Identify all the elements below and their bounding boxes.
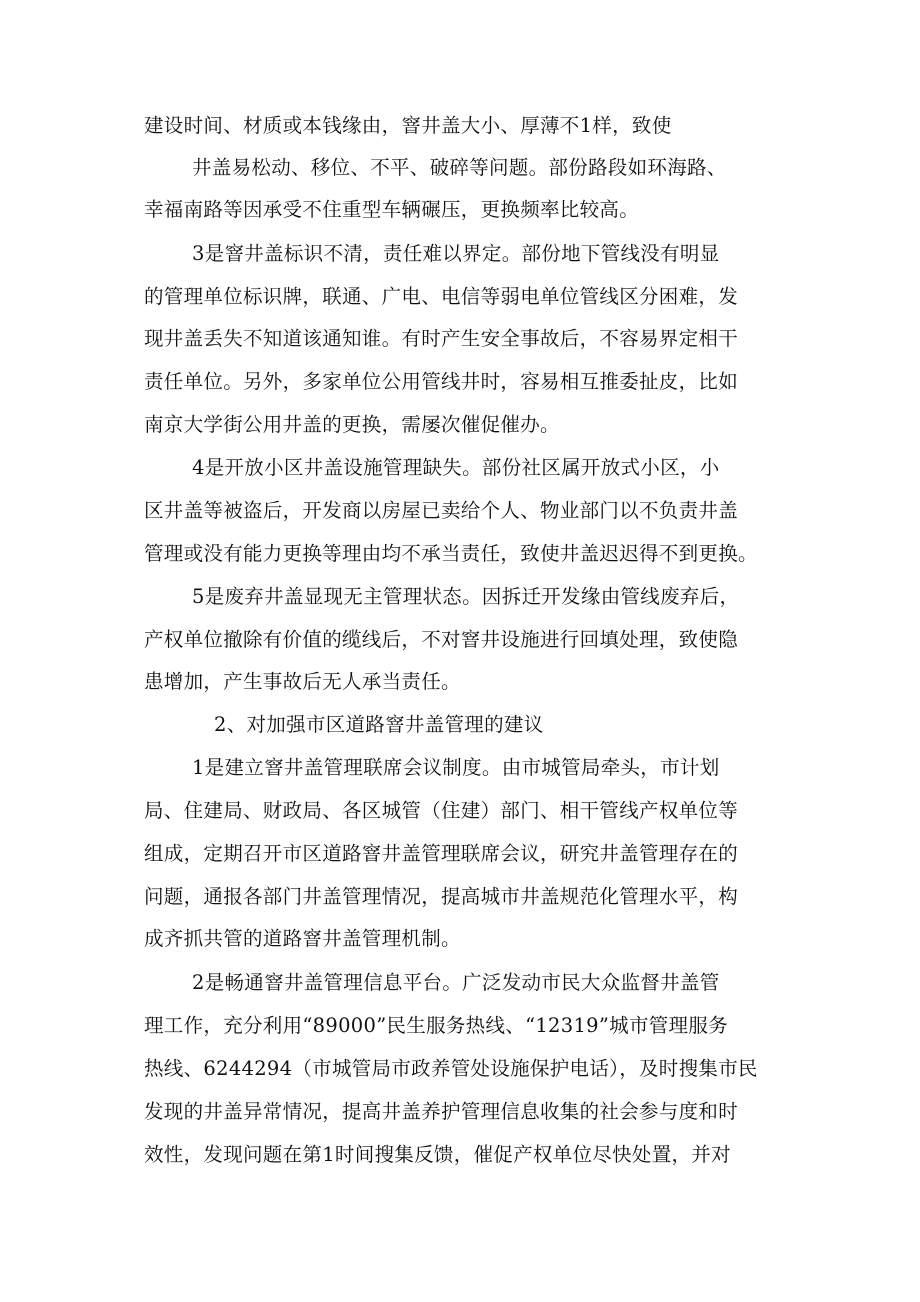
- text-line: 管理或没有能力更换等理由均不承当责任，致使井盖迟迟得不到更换。: [144, 542, 758, 565]
- text-line: 井盖易松动、移位、不平、破碎等问题。部份路段如环海路、: [192, 156, 727, 179]
- text-line: 建设时间、材质或本钱缘由，窨井盖大小、厚薄不1样，致使: [144, 114, 672, 137]
- suggestion-1-start: 1是建立窨井盖管理联席会议制度。由市城管局牵头，市计划: [192, 756, 720, 779]
- text-line: 患增加，产生事故后无人承当责任。: [144, 670, 461, 693]
- text-line: 现井盖丢失不知道该通知谁。有时产生安全事故后，不容易界定相干: [144, 327, 739, 350]
- text-line: 发现的井盖异常情况，提高井盖养护管理信息收集的社会参与度和时: [144, 1100, 739, 1123]
- paragraph-3-start: 3是窨井盖标识不清，责任难以界定。部份地下管线没有明显: [192, 242, 720, 265]
- text-line: 局、住建局、财政局、各区城管（住建）部门、相干管线产权单位等: [144, 799, 739, 822]
- text-line: 问题，通报各部门井盖管理情况，提高城市井盖规范化管理水平，构: [144, 885, 739, 908]
- text-line: 理工作，充分利用“89000”民生服务热线、“12319”城市管理服务: [144, 1014, 728, 1037]
- text-line: 责任单位。另外，多家单位公用管线井时，容易相互推委扯皮，比如: [144, 370, 739, 393]
- text-line: 成齐抓共管的道路窨井盖管理机制。: [144, 927, 461, 950]
- suggestion-2-start: 2是畅通窨井盖管理信息平台。广泛发动市民大众监督井盖管: [192, 971, 720, 994]
- text-line: 组成，定期召开市区道路窨井盖管理联席会议，研究井盖管理存在的: [144, 842, 739, 865]
- text-line: 产权单位撤除有价值的缆线后，不对窨井设施进行回填处理，致使隐: [144, 628, 739, 651]
- text-line: 区井盖等被盗后，开发商以房屋已卖给个人、物业部门以不负责井盖: [144, 499, 739, 522]
- text-line: 南京大学街公用井盖的更换，需屡次催促催办。: [144, 413, 560, 436]
- text-line: 幸福南路等因承受不住重型车辆碾压，更换频率比较高。: [144, 198, 640, 221]
- paragraph-5-start: 5是废弃井盖显现无主管理状态。因拆迁开发缘由管线废弃后，: [192, 585, 740, 608]
- text-line: 的管理单位标识牌，联通、广电、电信等弱电单位管线区分困难，发: [144, 285, 739, 308]
- paragraph-4-start: 4是开放小区井盖设施管理缺失。部份社区属开放式小区，小: [192, 456, 720, 479]
- text-line: 热线、6244294（市城管局市政养管处设施保护电话），及时搜集市民: [144, 1057, 758, 1080]
- section-heading: 2、对加强市区道路窨井盖管理的建议: [214, 713, 544, 736]
- text-line: 效性，发现问题在第1时间搜集反馈，催促产权单位尽快处置，并对: [144, 1143, 731, 1166]
